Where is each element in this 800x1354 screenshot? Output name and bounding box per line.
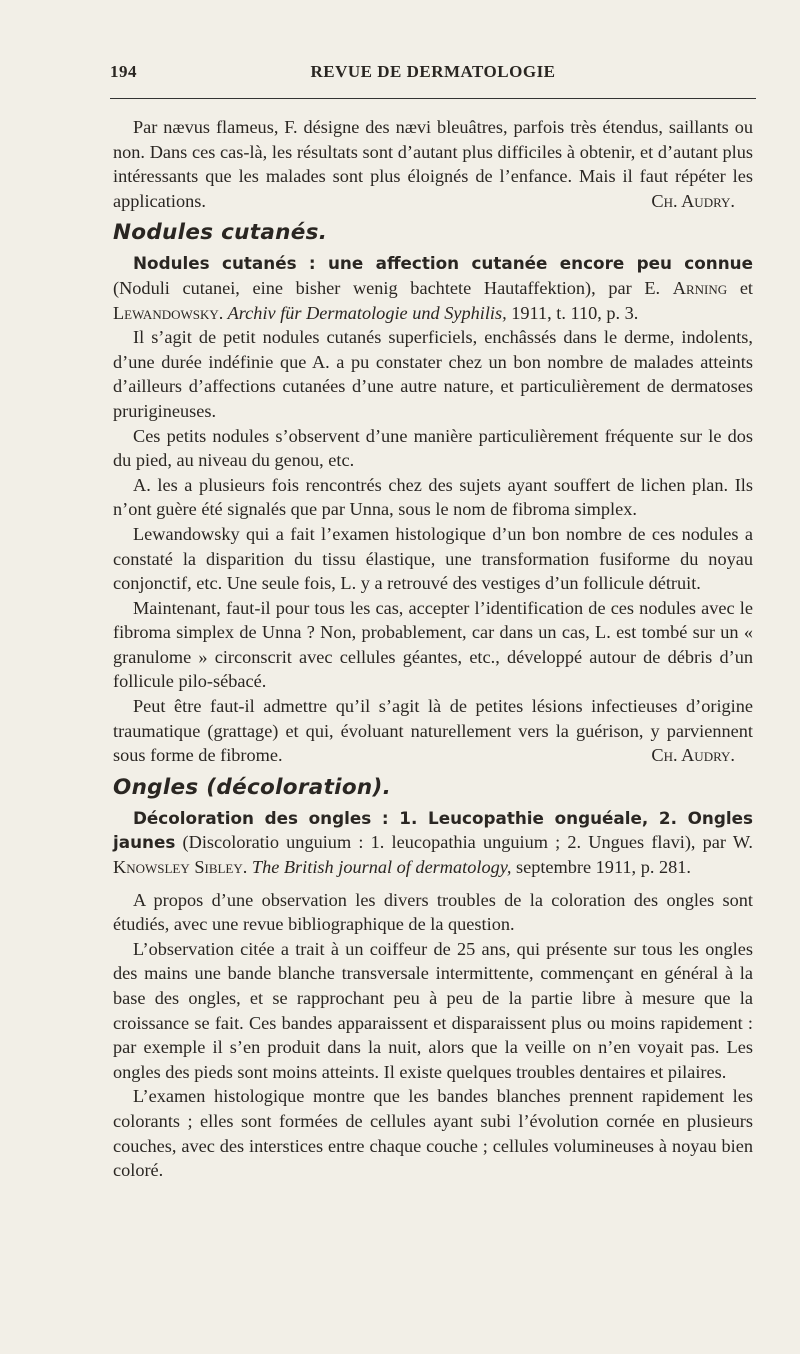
ongles-paragraph: L’observation citée a trait à un coiffeur de 25 ans, qui présente sur tous les ongles des mains une bande blanche transversale intermittente, commençant en général à la base des ongles, et se rapprochant peu à peu de la partie libre à mesure que la croissance se fait. Ces bandes apparaissent et disparaissent plus ou moins rapidement : par exemple il s’en produit dans la nuit, alors que la veille on n’en voyait pas. Les ongles des pieds sont moins atteints. Il existe quelques troubles dentaires et pilaires.: [113, 938, 753, 1082]
ongles-reference-text: (Discoloratio unguium : 1. leucopathia unguium ; 2. Ungues flavi), par W.: [175, 832, 753, 853]
header-rule: [110, 98, 756, 99]
ongles-paragraph: L’examen histologique montre que les bandes blanches prennent rapidement les colorants ; elles sont formées de cellules ayant subi l’évolution cornée en plusieurs couches, avec des interstices entre chaque couche ; cellules volumineuses à noyau bien coloré.: [113, 1086, 753, 1181]
nodules-journal: Archiv für Dermatologie und Syphilis,: [223, 302, 507, 323]
nodules-reference: [113, 251, 753, 325]
nodules-paragraph: Ces petits nodules s’observent d’une manière particulièrement fréquente sur le dos du pied, au niveau du genou, etc.: [113, 425, 753, 471]
article-body: [113, 115, 753, 1183]
nodules-author-joiner: et: [727, 277, 754, 298]
nodules-last-paragraph: [113, 694, 753, 768]
nodules-lead-title: Nodules cutanés : une affection cutanée encore peu connue: [133, 253, 753, 274]
previous-review-signature: Ch. Audry.: [651, 190, 735, 211]
running-header: [110, 62, 756, 86]
nodules-citation: 1911, t. 110, p. 3.: [506, 302, 639, 323]
section-heading-ongles: Ongles (décoloration).: [113, 774, 392, 800]
nodules-paragraph: Lewandowsky qui a fait l’examen histologique d’un bon nombre de ces nodules a constaté la disparition du tissu élastique, une transformation fusiforme du noyau conjonctif, etc. Une seule fois, L. y a retrouvé des vestiges d’un follicule détruit.: [113, 523, 753, 594]
page-number: 194: [110, 62, 137, 81]
ongles-journal: The British journal of dermatology,: [247, 857, 512, 878]
nodules-last-text: Peut être faut-il admettre qu’il s’agit là de petites lésions infectieuses d’origine traumatique (grattage) et qui, évoluant naturellement vers la guérison, y parviennent sous forme de fibrome.: [113, 696, 753, 766]
ongles-reference: [113, 806, 753, 880]
nodules-reference-text: (Noduli cutanei, eine bisher wenig bachtete Hautaffektion), par E.: [113, 277, 673, 298]
nodules-paragraph: A. les a plusieurs fois rencontrés chez des sujets ayant souffert de lichen plan. Ils n’ont guère été signalés que par Unna, sous le nom de fibroma simplex.: [113, 474, 753, 520]
nodules-author-1: Arning: [672, 277, 728, 298]
nodules-paragraph: Il s’agit de petit nodules cutanés superficiels, enchâssés dans le derme, indolents, d’une durée indéfinie que A. a pu constater chez un bon nombre de malades atteints d’ailleurs d’affections cutanées d’une autre nature, et particulièrement de dermatoses prurigineuses.: [113, 327, 753, 421]
journal-title: REVUE DE DERMATOLOGIE: [310, 62, 556, 81]
nodules-author-2: Lewandowsky.: [113, 302, 224, 323]
nodules-paragraph: Maintenant, faut-il pour tous les cas, accepter l’identification de ces nodules avec le fibroma simplex de Unna ? Non, probablement, car dans un cas, L. est tombé sur un « granulome » circonscrit avec cellules géantes, etc., développé autour de débris d’un follicule pilo-sébacé.: [113, 597, 753, 692]
previous-review-text: Par nævus flameus, F. désigne des nævi bleuâtres, parfois très étendus, saillants ou non. Dans ces cas-là, les résultats sont d’autant plus difficiles à obtenir, et d’autant plus intéressants que les malades sont plus éloignés de l’enfance. Mais il faut répéter les applications.: [113, 117, 753, 211]
ongles-citation: septembre 1911, p. 281.: [511, 857, 691, 878]
section-heading-nodules: Nodules cutanés.: [113, 220, 328, 246]
ongles-author: Knowsley Sibley.: [113, 857, 248, 878]
ongles-lead-title: Décoloration des ongles : 1. Leucopathie onguéale, 2. Ongles jaunes: [113, 807, 753, 853]
paragraph-gap: [113, 880, 753, 888]
ongles-paragraph: A propos d’une observation les divers troubles de la coloration des ongles sont étudiés, avec une revue bibliographique de la question.: [113, 889, 753, 935]
nodules-signature: Ch. Audry.: [651, 745, 735, 766]
previous-review-paragraph: [113, 115, 753, 213]
